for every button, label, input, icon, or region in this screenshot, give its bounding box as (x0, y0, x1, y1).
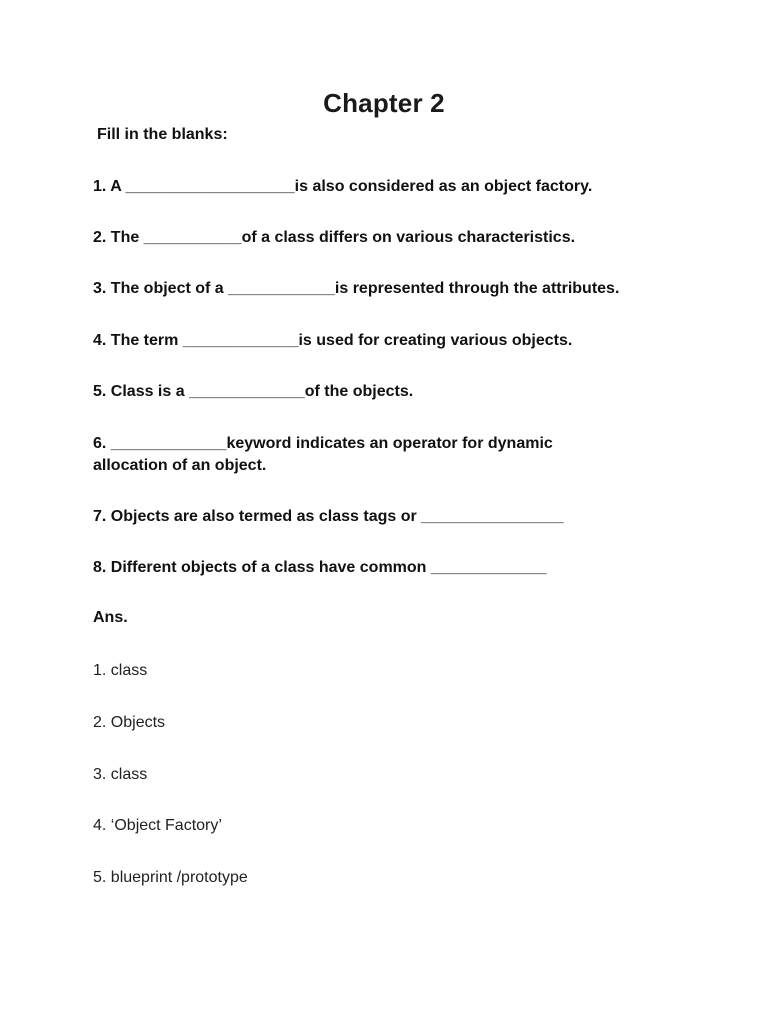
question-8: 8. Different objects of a class have common _____________ (93, 559, 547, 576)
answer-5: 5. blueprint /prototype (93, 869, 248, 886)
question-1: 1. A ___________________is also considered as an object factory. (93, 178, 593, 195)
question-7: 7. Objects are also termed as class tags or ________________ (93, 508, 564, 525)
answers-heading: Ans. (93, 609, 128, 626)
question-5: 5. Class is a _____________of the objects. (93, 383, 414, 400)
question-6: 6. _____________keyword indicates an operator for dynamic allocation of an object. (93, 435, 553, 474)
question-4: 4. The term _____________is used for creating various objects. (93, 332, 573, 349)
answer-2: 2. Objects (93, 714, 166, 731)
instruction-text: Fill in the blanks: (97, 126, 228, 143)
answer-4: 4. ‘Object Factory’ (93, 817, 222, 834)
answer-1: 1. class (93, 662, 148, 679)
answer-3: 3. class (93, 766, 148, 783)
page-title: Chapter 2 (323, 88, 445, 118)
question-2: 2. The ___________of a class differs on various characteristics. (93, 229, 576, 246)
question-3: 3. The object of a ____________is represented through the attributes. (93, 280, 620, 297)
